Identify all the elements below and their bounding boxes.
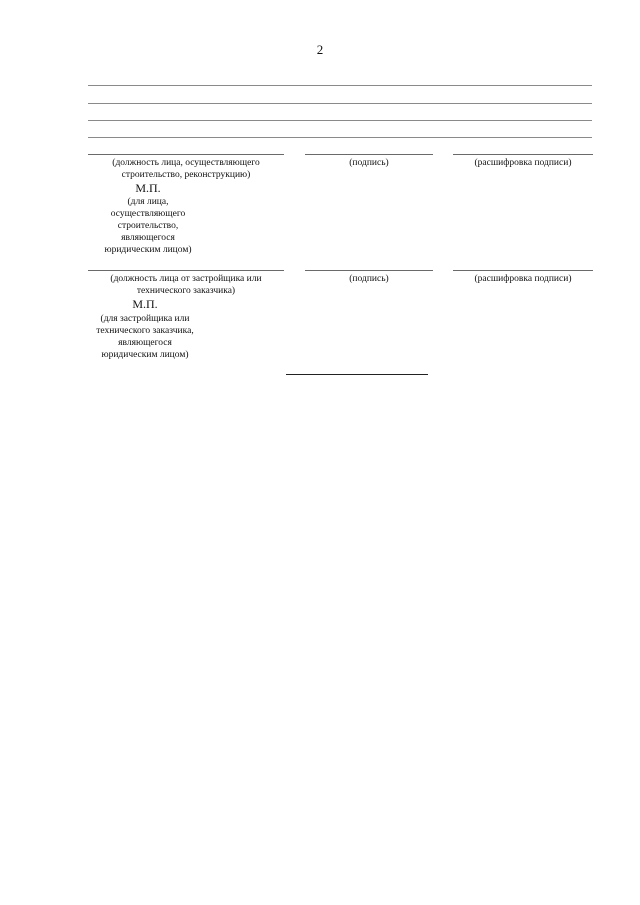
developer-decoding-line <box>453 270 593 271</box>
developer-stamp-note-1: (для застройщика или <box>100 314 190 324</box>
contractor-stamp-note-1: (для лица, <box>127 197 169 207</box>
blank-fill-line-4 <box>88 137 592 138</box>
contractor-decoding-caption: (расшифровка подписи) <box>474 158 572 168</box>
contractor-stamp-note-4: являющегося <box>121 233 175 243</box>
developer-position-caption-2: технического заказчика) <box>136 286 236 296</box>
contractor-position-caption-1: (должность лица, осуществляющего <box>112 158 260 168</box>
developer-stamp-label: М.П. <box>132 297 158 311</box>
developer-signature-line <box>305 270 433 271</box>
document-end-line <box>286 374 428 375</box>
developer-stamp-note-3: являющегося <box>118 338 172 348</box>
contractor-signature-line <box>305 154 433 155</box>
developer-stamp-note-2: технического заказчика, <box>96 326 194 336</box>
developer-position-caption-1: (должность лица от застройщика или <box>110 274 262 284</box>
developer-decoding-caption: (расшифровка подписи) <box>474 274 572 284</box>
contractor-decoding-line <box>453 154 593 155</box>
contractor-stamp-note-5: юридическим лицом) <box>104 245 192 255</box>
blank-fill-line-2 <box>88 103 592 104</box>
developer-position-line <box>88 270 284 271</box>
page-number: 2 <box>316 42 324 57</box>
blank-fill-line-3 <box>88 120 592 121</box>
developer-signature-caption: (подпись) <box>349 274 389 284</box>
contractor-position-line <box>88 154 284 155</box>
contractor-signature-caption: (подпись) <box>349 158 389 168</box>
contractor-stamp-note-2: осуществляющего <box>110 209 186 219</box>
contractor-stamp-note-3: строительство, <box>117 221 179 231</box>
blank-fill-line-1 <box>88 85 592 86</box>
contractor-stamp-label: М.П. <box>135 181 161 195</box>
contractor-position-caption-2: строительство, реконструкцию) <box>121 170 251 180</box>
developer-stamp-note-4: юридическим лицом) <box>101 350 189 360</box>
